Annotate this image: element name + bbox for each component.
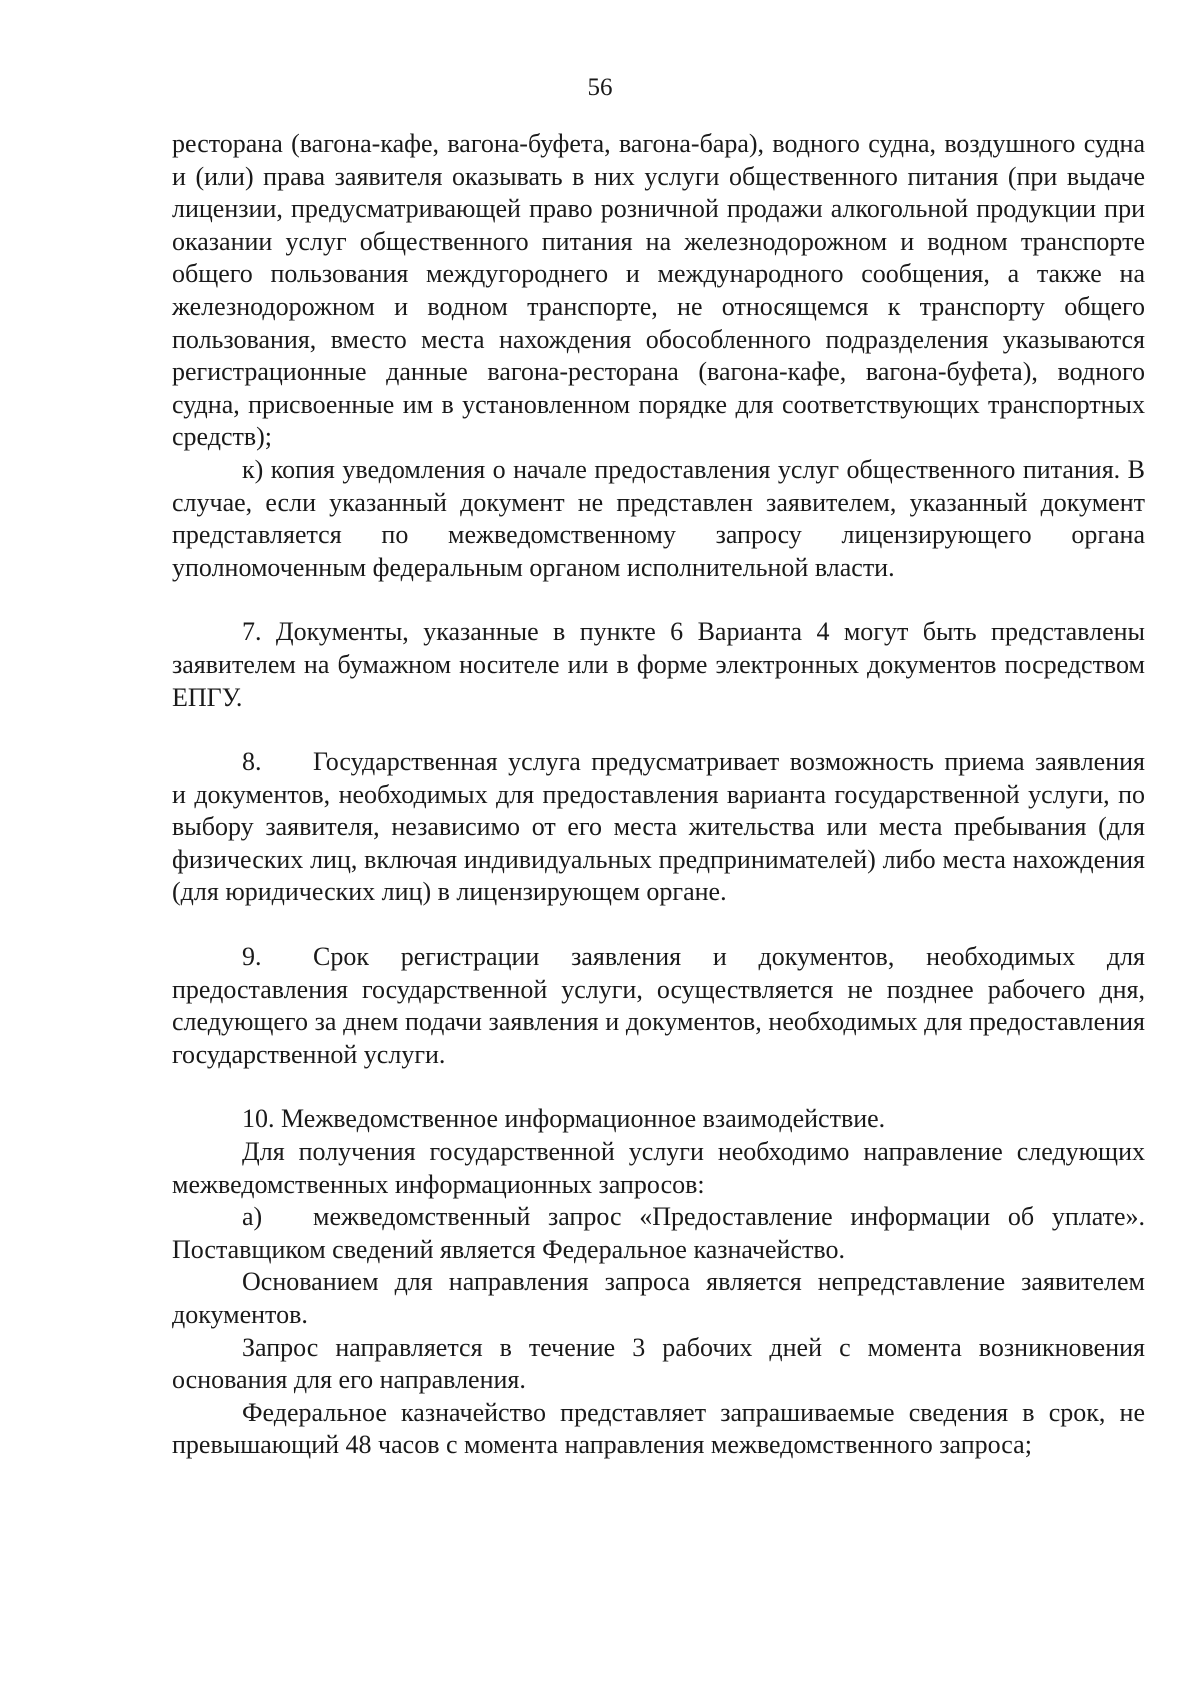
paragraph-10-intro: Для получения государственной услуги необходимо направление следующих межведомственных информационных запросов:	[172, 1137, 1145, 1199]
paragraph-request-term: Запрос направляется в течение 3 рабочих дней с момента возникновения основания для его направления.	[172, 1332, 1145, 1395]
paragraph-9	[172, 941, 1145, 1071]
page-number: 56	[587, 74, 613, 101]
paragraph-treasury-term: Федеральное казначейство представляет запрашиваемые сведения в срок, не превышающий 48 часов с момента направления межведомственного запроса;	[172, 1397, 1145, 1460]
paragraph-item-k: к) копия уведомления о начале предоставления услуг общественного питания. В случае, если указанный документ не представлен заявителем, указанный документ представляется по межведомственному запросу лицензирующего органа уполномоченным федеральным органом исполнительной власти.	[172, 454, 1145, 582]
paragraph-10-item-a	[172, 1201, 1145, 1266]
paragraph-8-text: Государственная услуга предусматривает возможность приема заявления и документов, необходимых для предоставления варианта государственной услуги, по выбору заявителя, независимо от его места жительства или места пребывания (для физических лиц, включая индивидуальных предпринимателей) либо места нахождения (для юридических лиц) в лицензирующем органе.	[172, 747, 1145, 907]
paragraph-8	[172, 746, 1145, 909]
paragraph-basis: Основанием для направления запроса является непредставление заявителем документов.	[172, 1267, 1145, 1329]
paragraph-10-item-a-text: межведомственный запрос «Предоставление информации об уплате». Поставщиком сведений является Федеральное казначейство.	[172, 1202, 1145, 1264]
paragraph-7: 7. Документы, указанные в пункте 6 Варианта 4 могут быть представлены заявителем на бумажном носителе или в форме электронных документов посредством ЕПГУ.	[172, 617, 1145, 712]
document-body	[172, 128, 1145, 1462]
paragraph-10-heading: 10. Межведомственное информационное взаимодействие.	[242, 1104, 886, 1134]
paragraph-8-number: 8.	[242, 747, 262, 777]
paragraph-10-item-a-number: а)	[242, 1202, 263, 1232]
paragraph-9-text: Срок регистрации заявления и документов, необходимых для предоставления государственной услуги, осуществляется не позднее рабочего дня, следующего за днем подачи заявления и документов, необходимых для предоставления государственной услуги.	[172, 942, 1145, 1069]
paragraph-continuation: ресторана (вагона-кафе, вагона-буфета, вагона-бара), водного судна, воздушного судна и (или) права заявителя оказывать в них услуги общественного питания (при выдаче лицензии, предусматривающей право розничной продажи алкогольной продукции при оказании услуг общественного питания на железнодорожном и водном транспорте общего пользования междугороднего и международного сообщения, а также на железнодорожном и водном транспорте, не относящемся к транспорту общего пользования, вместо места нахождения обособленного подразделения указываются регистрационные данные вагона-ресторана (вагона-кафе, вагона-буфета), водного судна, присвоенные им в установленном порядке для соответствующих транспортных средств);	[172, 129, 1145, 452]
paragraph-9-number: 9.	[242, 942, 262, 972]
